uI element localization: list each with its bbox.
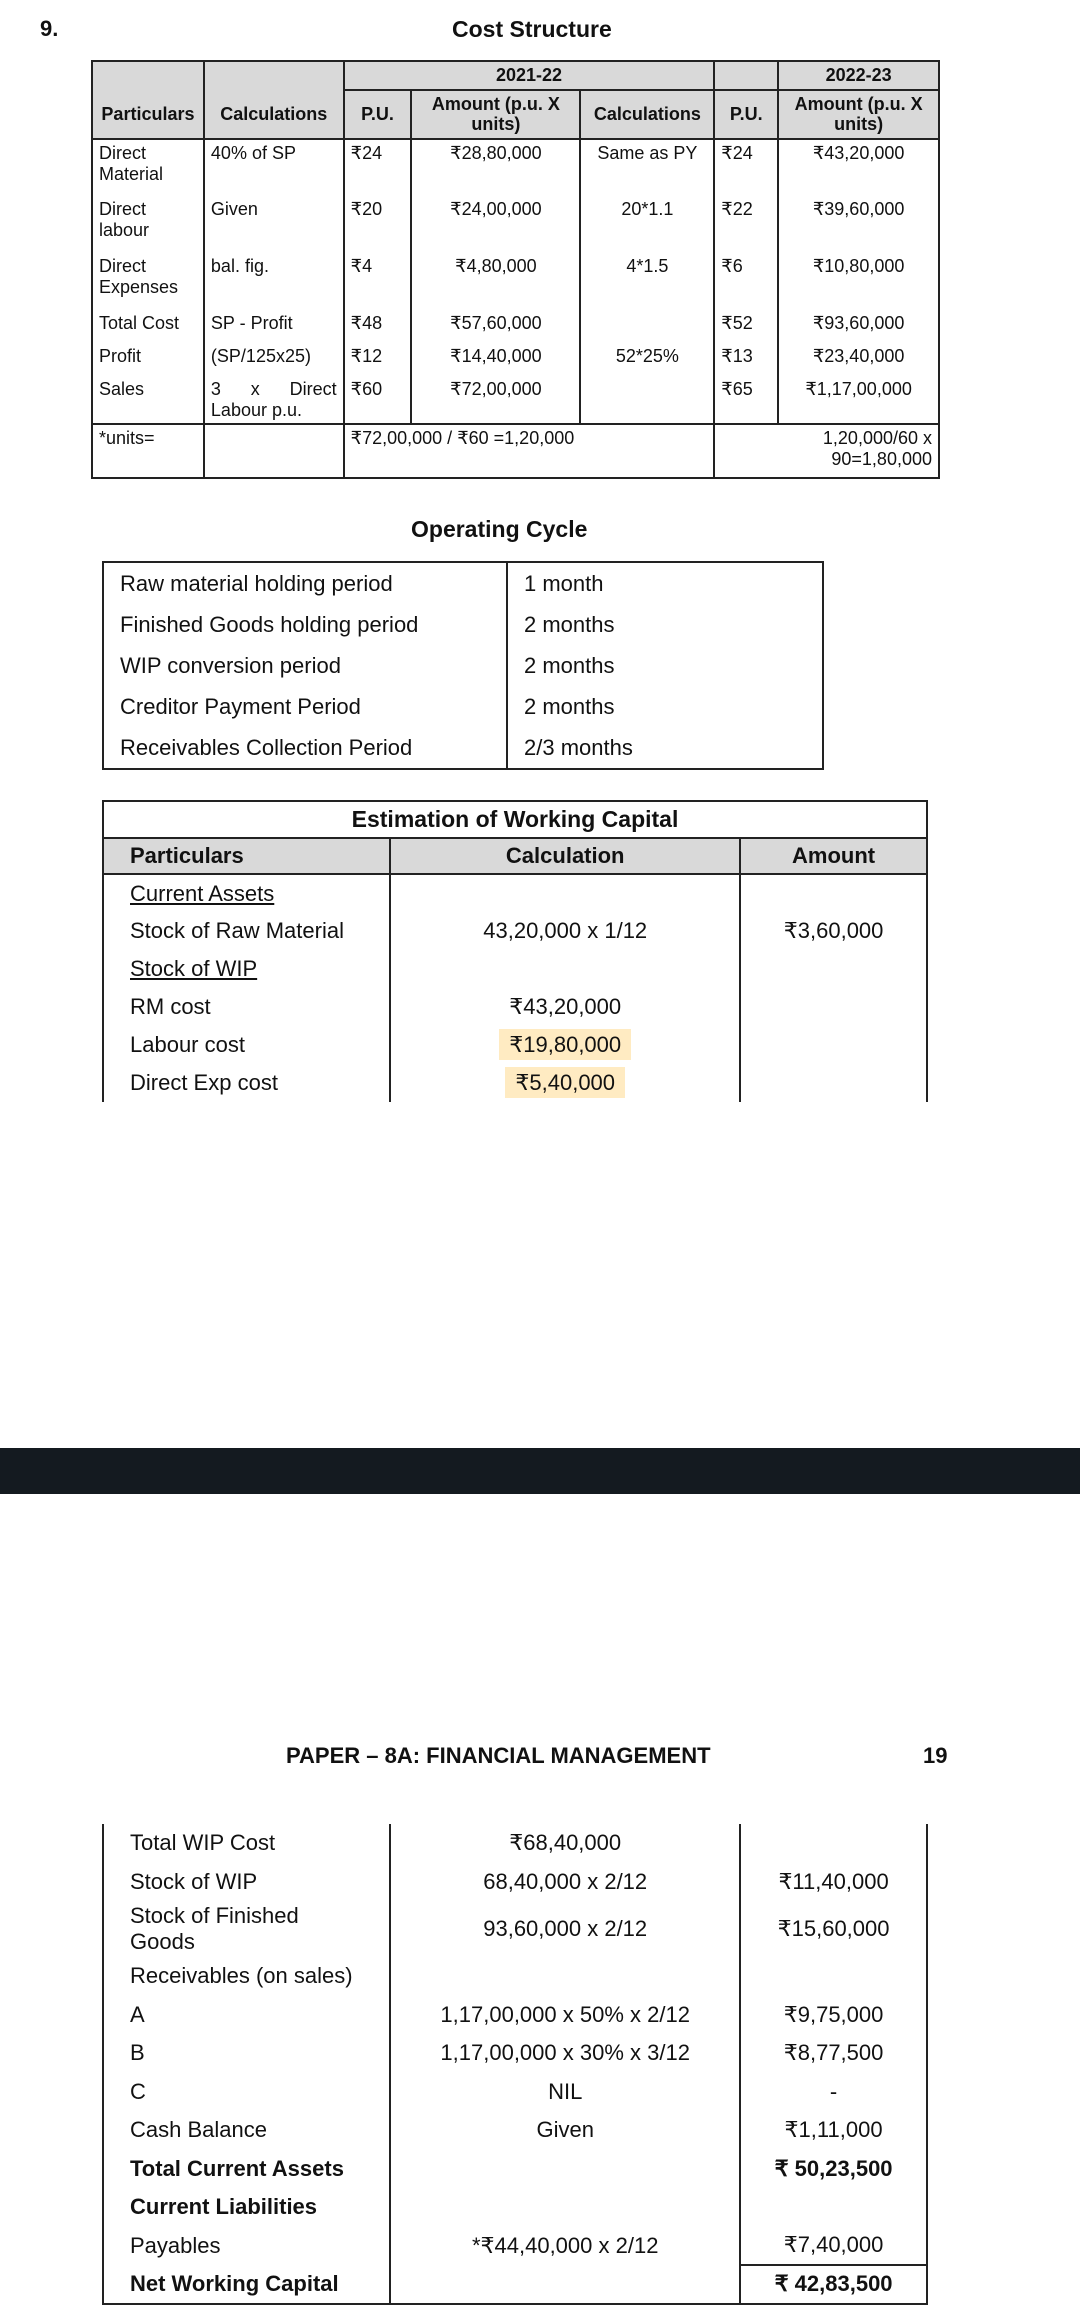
wc-amount — [740, 1957, 927, 1996]
cell-pu1: ₹12 — [344, 343, 412, 376]
wc-calculation: 1,17,00,000 x 30% x 3/12 — [390, 2034, 740, 2073]
col-header: P.U. — [714, 90, 778, 139]
cost-structure-table — [91, 60, 940, 479]
cost-row — [92, 196, 939, 253]
cycle-label: Finished Goods holding period — [103, 604, 507, 645]
wc-row — [103, 2150, 927, 2189]
cell-particulars: Total Cost — [92, 310, 204, 343]
wc-amount — [740, 1026, 927, 1064]
cell-pu1: ₹20 — [344, 196, 412, 253]
working-capital-table-continued — [102, 1824, 928, 2305]
cell-calc2 — [580, 376, 714, 424]
cycle-value: 2/3 months — [524, 734, 633, 760]
cycle-value: 2 months — [524, 693, 615, 719]
wc-header-calculation: Calculation — [390, 838, 740, 874]
cell-particulars: Sales — [92, 376, 204, 424]
year2-header: 2022-23 — [778, 61, 939, 90]
wc-calculation: ₹68,40,000 — [390, 1824, 740, 1863]
cell-pu1: ₹4 — [344, 253, 412, 310]
question-number: 9. — [40, 16, 59, 41]
col-header: Calculations — [580, 90, 714, 139]
cycle-value: 1 month — [524, 570, 604, 596]
wc-calculation: Given — [390, 2111, 740, 2150]
wc-calculation: 93,60,000 x 2/12 — [390, 1901, 740, 1957]
wc-calculation — [390, 2188, 740, 2227]
units-calc-2021: ₹72,00,000 / ₹60 =1,20,000 — [344, 424, 715, 478]
cycle-value: 2 months — [524, 652, 615, 678]
col-header: P.U. — [344, 90, 412, 139]
cell-pu2: ₹24 — [714, 139, 778, 196]
wc-calculation-highlighted: ₹19,80,000 — [499, 1029, 631, 1060]
wc-particulars: Current Liabilities — [103, 2188, 390, 2227]
cell-pu2: ₹22 — [714, 196, 778, 253]
page-number: 19 — [923, 1743, 948, 1768]
wc-particulars: Receivables (on sales) — [103, 1957, 390, 1996]
cell-amt2: ₹93,60,000 — [778, 310, 939, 343]
working-capital-table — [102, 800, 928, 1102]
cell-calc2: 20*1.1 — [580, 196, 714, 253]
wc-amount: ₹7,40,000 — [740, 2227, 927, 2266]
wc-amount — [740, 950, 927, 988]
wc-row — [103, 2034, 927, 2073]
wc-amount: ₹11,40,000 — [740, 1863, 927, 1902]
wc-particulars: Total WIP Cost — [103, 1824, 390, 1863]
cell-amt2: ₹39,60,000 — [778, 196, 939, 253]
cell-calc1: 3 x Direct Labour p.u. — [204, 376, 344, 424]
cell-calc1: Given — [204, 196, 344, 253]
cell-amt2: ₹23,40,000 — [778, 343, 939, 376]
cell-amt1: ₹24,00,000 — [411, 196, 580, 253]
wc-particulars: Stock of WIP — [103, 950, 390, 988]
cycle-label: Creditor Payment Period — [103, 686, 507, 727]
units-label: *units= — [92, 424, 204, 478]
col-header: Amount (p.u. X units) — [411, 90, 580, 139]
cost-structure-title: Cost Structure — [452, 16, 612, 42]
wc-row — [103, 874, 927, 912]
wc-amount: ₹1,11,000 — [740, 2111, 927, 2150]
year-header-row — [92, 61, 939, 90]
wc-calculation-highlighted: ₹5,40,000 — [505, 1067, 625, 1098]
wc-particulars: Stock of Raw Material — [103, 912, 390, 950]
wc-row — [103, 950, 927, 988]
cost-row — [92, 253, 939, 310]
cell-pu2: ₹6 — [714, 253, 778, 310]
wc-row — [103, 1064, 927, 1102]
cell-calc1: SP - Profit — [204, 310, 344, 343]
cell-amt1: ₹72,00,000 — [411, 376, 580, 424]
wc-calculation — [390, 874, 740, 912]
wc-calculation: NIL — [390, 2073, 740, 2112]
wc-particulars: Total Current Assets — [103, 2150, 390, 2189]
cell-particulars: Profit — [92, 343, 204, 376]
wc-calculation: 43,20,000 x 1/12 — [390, 912, 740, 950]
cycle-label: WIP conversion period — [103, 645, 507, 686]
column-header-row — [92, 90, 939, 139]
cell-amt2: ₹1,17,00,000 — [778, 376, 939, 424]
cell-calc1: 40% of SP — [204, 139, 344, 196]
wc-amount — [740, 1064, 927, 1102]
wc-particulars: Cash Balance — [103, 2111, 390, 2150]
working-capital-title: Estimation of Working Capital — [103, 801, 927, 838]
year1-header: 2021-22 — [344, 61, 715, 90]
wc-calculation: *₹44,40,000 x 2/12 — [390, 2227, 740, 2266]
wc-amount: ₹8,77,500 — [740, 2034, 927, 2073]
units-row — [92, 424, 939, 478]
cell-calc1: (SP/125x25) — [204, 343, 344, 376]
wc-row — [103, 1957, 927, 1996]
cell-pu1: ₹48 — [344, 310, 412, 343]
wc-row — [103, 1901, 927, 1957]
cell-amt1: ₹28,80,000 — [411, 139, 580, 196]
cycle-value: 2 months — [524, 611, 615, 637]
cell-particulars: Direct Expenses — [92, 253, 204, 310]
page-break-band — [0, 1448, 1080, 1494]
cell-calc1: bal. fig. — [204, 253, 344, 310]
wc-particulars: Stock of Finished Goods — [103, 1901, 390, 1957]
wc-particulars: RM cost — [103, 988, 390, 1026]
wc-calculation — [390, 2150, 740, 2189]
cell-amt2: ₹10,80,000 — [778, 253, 939, 310]
wc-particulars: Current Assets — [103, 874, 390, 912]
page-header-title: PAPER – 8A: FINANCIAL MANAGEMENT — [286, 1743, 711, 1768]
wc-amount — [740, 988, 927, 1026]
cell-pu1: ₹60 — [344, 376, 412, 424]
cell-particulars: Direct labour — [92, 196, 204, 253]
wc-calculation — [390, 2265, 740, 2304]
wc-row — [103, 2188, 927, 2227]
cell-particulars: Direct Material — [92, 139, 204, 196]
wc-row — [103, 988, 927, 1026]
wc-amount: ₹9,75,000 — [740, 1996, 927, 2035]
wc-particulars: Net Working Capital — [103, 2265, 390, 2304]
operating-cycle-row — [103, 604, 823, 645]
wc-calculation — [390, 1957, 740, 1996]
wc-calculation — [390, 1026, 740, 1064]
wc-row — [103, 2265, 927, 2304]
operating-cycle-title: Operating Cycle — [411, 516, 588, 542]
wc-amount — [740, 2188, 927, 2227]
operating-cycle-row — [103, 686, 823, 727]
wc-amount: ₹ 42,83,500 — [740, 2265, 927, 2304]
wc-amount — [740, 874, 927, 912]
cell-amt1: ₹4,80,000 — [411, 253, 580, 310]
cell-pu2: ₹65 — [714, 376, 778, 424]
cell-pu2: ₹52 — [714, 310, 778, 343]
operating-cycle-table — [102, 561, 824, 770]
wc-calculation — [390, 950, 740, 988]
wc-particulars: Payables — [103, 2227, 390, 2266]
wc-row — [103, 2111, 927, 2150]
col-header: Particulars — [92, 90, 204, 139]
cell-pu1: ₹24 — [344, 139, 412, 196]
cell-calc2: 4*1.5 — [580, 253, 714, 310]
wc-amount: ₹3,60,000 — [740, 912, 927, 950]
cycle-label: Receivables Collection Period — [103, 727, 507, 769]
wc-calculation — [390, 1064, 740, 1102]
wc-row — [103, 1026, 927, 1064]
cell-calc2 — [580, 310, 714, 343]
wc-header-particulars: Particulars — [103, 838, 390, 874]
wc-row — [103, 2227, 927, 2266]
wc-amount: ₹ 50,23,500 — [740, 2150, 927, 2189]
col-header: Calculations — [204, 90, 344, 139]
wc-amount: ₹15,60,000 — [740, 1901, 927, 1957]
units-calc-2022: 1,20,000/60 x 90=1,80,000 — [714, 424, 939, 478]
cell-calc2: Same as PY — [580, 139, 714, 196]
operating-cycle-row — [103, 562, 823, 604]
wc-amount — [740, 1824, 927, 1863]
wc-particulars: Direct Exp cost — [103, 1064, 390, 1102]
wc-calculation: 1,17,00,000 x 50% x 2/12 — [390, 1996, 740, 2035]
cost-row — [92, 310, 939, 343]
wc-particulars: Stock of WIP — [103, 1863, 390, 1902]
cost-row — [92, 376, 939, 424]
wc-row — [103, 1824, 927, 1863]
cell-amt1: ₹14,40,000 — [411, 343, 580, 376]
wc-header-amount: Amount — [740, 838, 927, 874]
cell-amt2: ₹43,20,000 — [778, 139, 939, 196]
wc-amount: - — [740, 2073, 927, 2112]
wc-row — [103, 1996, 927, 2035]
wc-particulars: C — [103, 2073, 390, 2112]
cell-pu2: ₹13 — [714, 343, 778, 376]
wc-calculation: 68,40,000 x 2/12 — [390, 1863, 740, 1902]
wc-particulars: B — [103, 2034, 390, 2073]
cost-row — [92, 139, 939, 196]
cost-row — [92, 343, 939, 376]
operating-cycle-row — [103, 727, 823, 769]
wc-calculation: ₹43,20,000 — [390, 988, 740, 1026]
cell-amt1: ₹57,60,000 — [411, 310, 580, 343]
wc-row — [103, 1863, 927, 1902]
cycle-label: Raw material holding period — [103, 562, 507, 604]
operating-cycle-row — [103, 645, 823, 686]
wc-particulars: A — [103, 1996, 390, 2035]
wc-particulars: Labour cost — [103, 1026, 390, 1064]
wc-row — [103, 2073, 927, 2112]
cell-calc2: 52*25% — [580, 343, 714, 376]
wc-row — [103, 912, 927, 950]
col-header: Amount (p.u. X units) — [778, 90, 939, 139]
